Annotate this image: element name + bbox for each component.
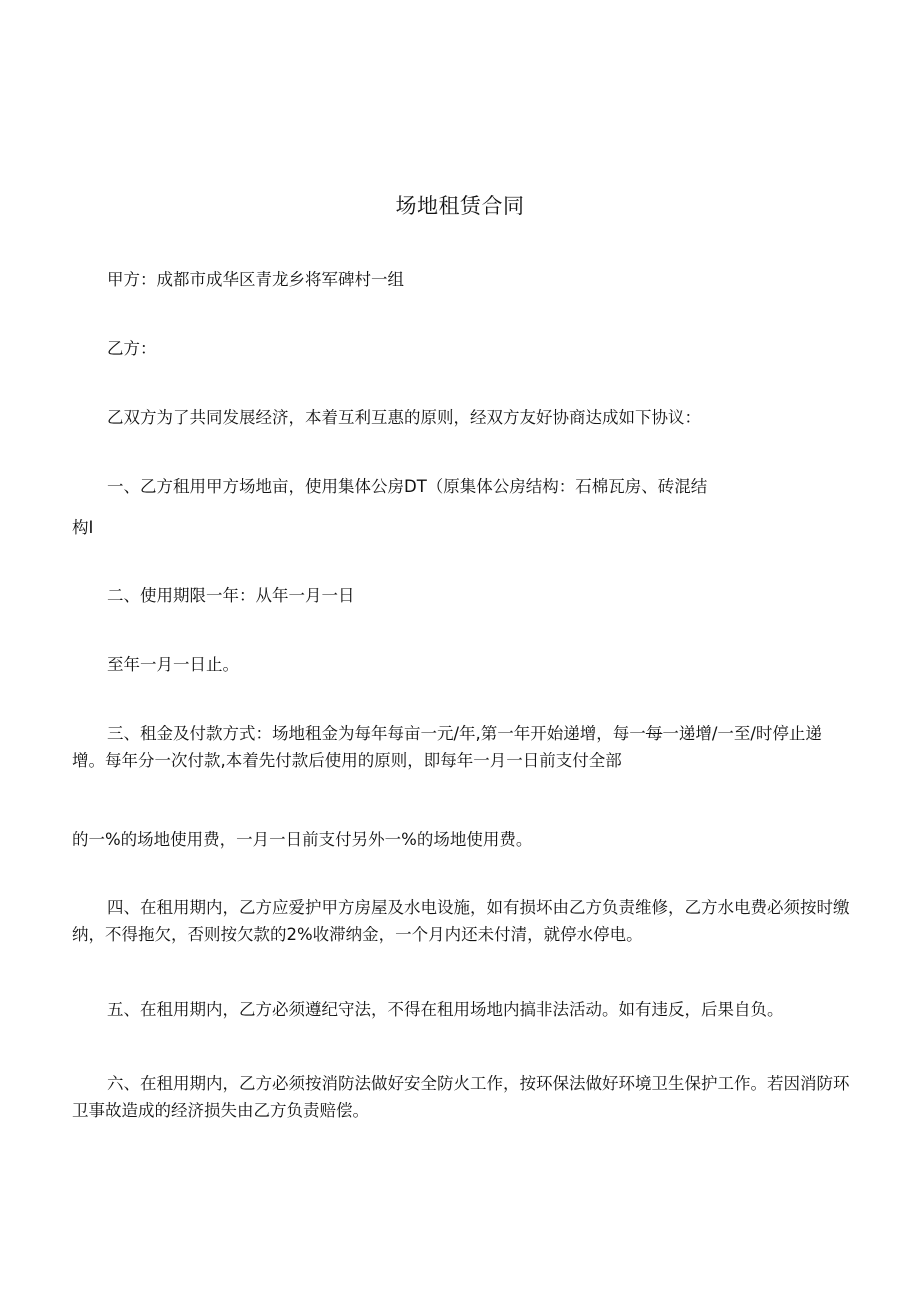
clause-4-paragraph: 四、在租用期内，乙方应爱护甲方房屋及水电设施，如有损坏由乙方负责维修，乙方水电费必须按时缴纳，不得拖欠，否则按欠款的2%收滞纳金，一个月内还未付清，就停水停电。 (72, 898, 850, 944)
clause-2-line-2: 至年一月一日止。 (107, 655, 239, 674)
intro-paragraph: 乙双方为了共同发展经济，本着互利互惠的原则，经双方友好协商达成如下协议： (107, 408, 701, 427)
document-title: 场地租赁合同 (395, 194, 525, 218)
clause-3-line-3: 的一%的场地使用费，一月一日前支付另外一%的场地使用费。 (72, 830, 533, 849)
clause-2-line-1: 二、使用期限一年：从年一月一日 (107, 586, 355, 605)
party-a: 甲方：成都市成华区青龙乡将军碑村一组 (107, 270, 404, 289)
clause-3-part-2: 一递增/一至/时停止递增。每年分一次付款,本着先付款后使用的原则，即每年一月一日前支付全部 (72, 724, 822, 770)
clause-6-paragraph: 六、在租用期内，乙方必须按消防法做好安全防火工作，按环保法做好环境卫生保护工作。若因消防环卫事故造成的经济损失由乙方负责赔偿。 (72, 1074, 850, 1120)
clause-1-line-1: 一、乙方租用甲方场地亩，使用集体公房DT（原集体公房结构：石棉瓦房、砖混结 (107, 477, 708, 496)
clause-3-part-1: 三、租金及付款方式：场地租金为每年每亩一元/年,第一年开始递增，每一 (107, 724, 646, 743)
clause-3-paragraph (72, 720, 854, 774)
clause-3-strikethrough: 每 (645, 724, 663, 743)
party-b: 乙方： (107, 339, 157, 358)
clause-1-line-2: 构I (72, 518, 94, 537)
clause-5-paragraph: 五、在租用期内，乙方必须遵纪守法，不得在租用场地内搞非法活动。如有违反，后果自负。 (107, 1000, 784, 1019)
